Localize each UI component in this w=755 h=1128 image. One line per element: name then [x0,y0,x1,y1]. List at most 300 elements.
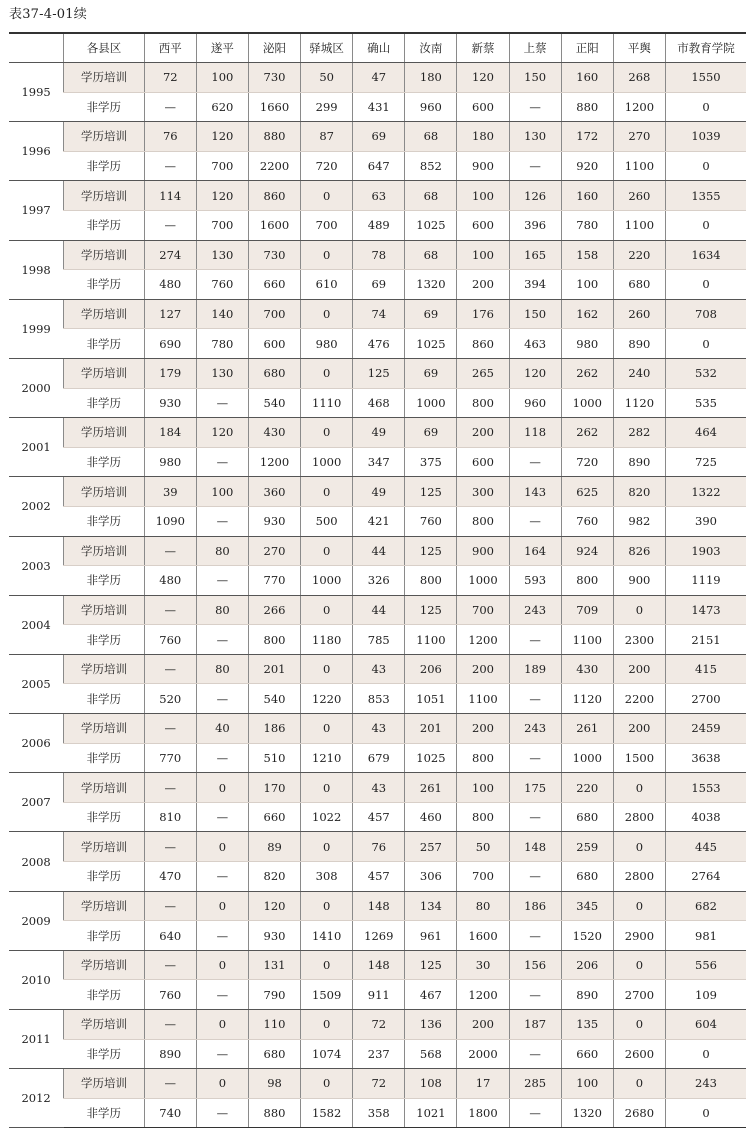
value-cell: 266 [248,595,300,625]
value-cell: 0 [301,832,353,862]
value-cell: 1120 [613,388,665,418]
value-cell: 480 [144,566,196,596]
value-cell: 489 [353,210,405,240]
type-label-cell: 学历培训 [64,477,145,507]
value-cell: 800 [457,743,509,773]
value-cell: 68 [405,240,457,270]
value-cell: 2800 [613,802,665,832]
table-row [9,1039,746,1069]
value-cell: 880 [561,92,613,122]
header-district-column: 各县区 [64,33,145,63]
value-cell: 593 [509,566,561,596]
type-label-cell: 学历培训 [64,122,145,152]
value-cell: 532 [665,358,746,388]
value-cell: 30 [457,950,509,980]
value-cell: 2200 [248,151,300,181]
value-cell: 100 [457,773,509,803]
value-cell: 0 [301,477,353,507]
value-cell: 1180 [301,625,353,655]
type-label-cell: 学历培训 [64,418,145,448]
value-cell: 2700 [665,684,746,714]
value-cell: 120 [248,891,300,921]
table-row [9,358,746,388]
table-row [9,714,746,744]
value-cell: 700 [301,210,353,240]
value-cell: 72 [353,1069,405,1099]
value-cell: 500 [301,506,353,536]
year-cell: 2011 [9,1010,64,1069]
table-row [9,921,746,951]
value-cell: 780 [196,329,248,359]
value-cell: 261 [561,714,613,744]
value-cell: 680 [248,358,300,388]
value-cell: 1120 [561,684,613,714]
value-cell: 265 [457,358,509,388]
value-cell: 0 [613,595,665,625]
header-row [9,33,746,63]
value-cell: — [144,654,196,684]
value-cell: 394 [509,270,561,300]
table-row [9,950,746,980]
table-row [9,122,746,152]
table-row [9,980,746,1010]
value-cell: — [196,802,248,832]
value-cell: 69 [353,270,405,300]
value-cell: 1509 [301,980,353,1010]
value-cell: 708 [665,299,746,329]
value-cell: 285 [509,1069,561,1099]
value-cell: 540 [248,684,300,714]
value-cell: — [196,625,248,655]
value-cell: 1025 [405,743,457,773]
value-cell: 1000 [405,388,457,418]
value-cell: 176 [457,299,509,329]
value-cell: 960 [509,388,561,418]
value-cell: 0 [301,595,353,625]
value-cell: 262 [561,418,613,448]
value-cell: 760 [144,980,196,1010]
value-cell: 243 [509,714,561,744]
value-cell: 50 [301,63,353,93]
value-cell: 80 [196,536,248,566]
header-year-column [9,33,64,63]
value-cell: 118 [509,418,561,448]
value-cell: 800 [248,625,300,655]
value-cell: — [509,743,561,773]
value-cell: 680 [561,862,613,892]
value-cell: 186 [248,714,300,744]
value-cell: 1200 [457,625,509,655]
value-cell: 186 [509,891,561,921]
value-cell: 0 [301,891,353,921]
value-cell: 826 [613,536,665,566]
value-cell: 770 [144,743,196,773]
type-label-cell: 学历培训 [64,1069,145,1099]
value-cell: 890 [561,980,613,1010]
value-cell: 300 [457,477,509,507]
value-cell: 1000 [561,743,613,773]
value-cell: 540 [248,388,300,418]
value-cell: 961 [405,921,457,951]
type-label-cell: 非学历 [64,566,145,596]
year-cell: 1997 [9,181,64,240]
value-cell: 347 [353,447,405,477]
table-row [9,1069,746,1099]
table-row [9,862,746,892]
table-row [9,506,746,536]
table-row [9,447,746,477]
value-cell: 396 [509,210,561,240]
table-row [9,654,746,684]
value-cell: 131 [248,950,300,980]
value-cell: 206 [561,950,613,980]
value-cell: 760 [405,506,457,536]
value-cell: 68 [405,122,457,152]
value-cell: — [509,625,561,655]
value-cell: — [144,92,196,122]
value-cell: 1660 [248,92,300,122]
value-cell: — [144,1010,196,1040]
value-cell: 1025 [405,329,457,359]
value-cell: 69 [405,299,457,329]
table-row [9,1010,746,1040]
value-cell: 1051 [405,684,457,714]
value-cell: 262 [561,358,613,388]
value-cell: 930 [248,506,300,536]
value-cell: 125 [353,358,405,388]
value-cell: 431 [353,92,405,122]
value-cell: 0 [301,1010,353,1040]
value-cell: 345 [561,891,613,921]
value-cell: — [509,447,561,477]
table-row [9,418,746,448]
type-label-cell: 非学历 [64,329,145,359]
type-label-cell: 非学历 [64,980,145,1010]
value-cell: 43 [353,654,405,684]
table-row [9,1098,746,1128]
value-cell: 760 [561,506,613,536]
value-cell: 0 [196,832,248,862]
year-cell: 1998 [9,240,64,299]
table-row [9,181,746,211]
value-cell: — [196,1039,248,1069]
value-cell: 660 [248,802,300,832]
value-cell: 69 [353,122,405,152]
value-cell: 108 [405,1069,457,1099]
value-cell: 810 [144,802,196,832]
value-cell: 1550 [665,63,746,93]
value-cell: 1000 [301,447,353,477]
value-cell: 3638 [665,743,746,773]
value-cell: 900 [613,566,665,596]
value-cell: 100 [457,240,509,270]
value-cell: 134 [405,891,457,921]
value-cell: 43 [353,773,405,803]
value-cell: 610 [301,270,353,300]
type-label-cell: 学历培训 [64,299,145,329]
value-cell: 78 [353,240,405,270]
value-cell: — [144,210,196,240]
value-cell: 860 [457,329,509,359]
value-cell: 358 [353,1098,405,1128]
value-cell: — [144,891,196,921]
table-row [9,92,746,122]
type-label-cell: 非学历 [64,684,145,714]
value-cell: 1039 [665,122,746,152]
value-cell: 200 [457,1010,509,1040]
value-cell: — [509,980,561,1010]
value-cell: 148 [353,950,405,980]
table-row [9,329,746,359]
value-cell: 1000 [301,566,353,596]
value-cell: — [509,684,561,714]
type-label-cell: 非学历 [64,151,145,181]
value-cell: 172 [561,122,613,152]
value-cell: 140 [196,299,248,329]
value-cell: 261 [405,773,457,803]
value-cell: 0 [301,181,353,211]
value-cell: 2459 [665,714,746,744]
header-column: 泌阳 [248,33,300,63]
value-cell: 0 [196,773,248,803]
value-cell: 679 [353,743,405,773]
value-cell: 98 [248,1069,300,1099]
value-cell: 2800 [613,862,665,892]
value-cell: — [196,506,248,536]
value-cell: 760 [196,270,248,300]
value-cell: 0 [301,654,353,684]
value-cell: 920 [561,151,613,181]
value-cell: 143 [509,477,561,507]
value-cell: 930 [144,388,196,418]
value-cell: 17 [457,1069,509,1099]
value-cell: 510 [248,743,300,773]
value-cell: — [196,743,248,773]
value-cell: 535 [665,388,746,418]
value-cell: 160 [561,181,613,211]
year-cell: 1996 [9,122,64,181]
value-cell: 464 [665,418,746,448]
value-cell: 165 [509,240,561,270]
value-cell: 604 [665,1010,746,1040]
value-cell: 860 [248,181,300,211]
value-cell: 730 [248,63,300,93]
value-cell: 0 [301,1069,353,1099]
value-cell: 201 [248,654,300,684]
value-cell: 80 [196,595,248,625]
value-cell: 700 [196,151,248,181]
value-cell: 0 [196,891,248,921]
value-cell: 120 [196,181,248,211]
value-cell: 44 [353,536,405,566]
type-label-cell: 非学历 [64,1098,145,1128]
value-cell: 120 [196,122,248,152]
value-cell: 80 [196,654,248,684]
value-cell: 568 [405,1039,457,1069]
table-row [9,891,746,921]
value-cell: 120 [457,63,509,93]
value-cell: 0 [613,1010,665,1040]
value-cell: 600 [457,92,509,122]
value-cell: 1100 [405,625,457,655]
value-cell: 556 [665,950,746,980]
value-cell: 1100 [457,684,509,714]
header-column: 新蔡 [457,33,509,63]
value-cell: 1200 [457,980,509,1010]
header-column: 汝南 [405,33,457,63]
value-cell: 180 [457,122,509,152]
value-cell: 127 [144,299,196,329]
value-cell: 2700 [613,980,665,1010]
value-cell: 700 [248,299,300,329]
value-cell: 189 [509,654,561,684]
value-cell: 135 [561,1010,613,1040]
value-cell: 179 [144,358,196,388]
table-row [9,802,746,832]
year-cell: 2003 [9,536,64,595]
value-cell: — [196,980,248,1010]
value-cell: 69 [405,358,457,388]
year-cell: 2001 [9,418,64,477]
value-cell: — [144,950,196,980]
year-cell: 2002 [9,477,64,536]
value-cell: 270 [248,536,300,566]
value-cell: 600 [248,329,300,359]
value-cell: 148 [353,891,405,921]
value-cell: 709 [561,595,613,625]
value-cell: 463 [509,329,561,359]
type-label-cell: 非学历 [64,743,145,773]
type-label-cell: 学历培训 [64,240,145,270]
value-cell: 120 [196,418,248,448]
value-cell: 1320 [405,270,457,300]
value-cell: 72 [353,1010,405,1040]
value-cell: 445 [665,832,746,862]
value-cell: 201 [405,714,457,744]
header-column: 西平 [144,33,196,63]
value-cell: 625 [561,477,613,507]
table-row [9,773,746,803]
value-cell: 326 [353,566,405,596]
value-cell: 1520 [561,921,613,951]
value-cell: 660 [248,270,300,300]
value-cell: — [144,151,196,181]
value-cell: 136 [405,1010,457,1040]
value-cell: 620 [196,92,248,122]
value-cell: 270 [613,122,665,152]
value-cell: 390 [665,506,746,536]
value-cell: 187 [509,1010,561,1040]
value-cell: 100 [196,63,248,93]
value-cell: 274 [144,240,196,270]
value-cell: 1100 [613,210,665,240]
value-cell: 76 [144,122,196,152]
value-cell: 476 [353,329,405,359]
value-cell: 360 [248,477,300,507]
value-cell: 282 [613,418,665,448]
value-cell: 468 [353,388,405,418]
statistics-table [9,32,746,1128]
value-cell: 1210 [301,743,353,773]
value-cell: 0 [196,1010,248,1040]
value-cell: — [509,921,561,951]
value-cell: 1000 [457,566,509,596]
value-cell: 200 [457,418,509,448]
value-cell: 800 [561,566,613,596]
year-cell: 2005 [9,654,64,713]
value-cell: 800 [405,566,457,596]
value-cell: 467 [405,980,457,1010]
value-cell: 0 [665,1039,746,1069]
value-cell: 243 [665,1069,746,1099]
value-cell: 200 [613,654,665,684]
header-column: 遂平 [196,33,248,63]
value-cell: 240 [613,358,665,388]
value-cell: 0 [301,240,353,270]
table-row [9,684,746,714]
value-cell: 1553 [665,773,746,803]
type-label-cell: 学历培训 [64,595,145,625]
value-cell: 0 [301,536,353,566]
value-cell: 130 [509,122,561,152]
value-cell: 150 [509,299,561,329]
value-cell: — [509,802,561,832]
value-cell: 2764 [665,862,746,892]
value-cell: 125 [405,595,457,625]
value-cell: 49 [353,418,405,448]
value-cell: 640 [144,921,196,951]
year-cell: 2009 [9,891,64,950]
year-cell: 2008 [9,832,64,891]
value-cell: — [196,566,248,596]
year-cell: 2004 [9,595,64,654]
year-cell: 2010 [9,950,64,1009]
value-cell: 0 [613,891,665,921]
header-column: 确山 [353,33,405,63]
value-cell: 760 [144,625,196,655]
value-cell: 2680 [613,1098,665,1128]
value-cell: 72 [144,63,196,93]
value-cell: — [196,921,248,951]
value-cell: 200 [457,714,509,744]
type-label-cell: 非学历 [64,921,145,951]
value-cell: 1100 [561,625,613,655]
value-cell: 700 [457,595,509,625]
year-cell: 1995 [9,63,64,122]
value-cell: 980 [561,329,613,359]
value-cell: 257 [405,832,457,862]
type-label-cell: 非学历 [64,92,145,122]
value-cell: 800 [457,388,509,418]
value-cell: 80 [457,891,509,921]
value-cell: 0 [301,773,353,803]
value-cell: 2200 [613,684,665,714]
value-cell: 158 [561,240,613,270]
value-cell: 900 [457,151,509,181]
table-caption: 表37-4-01续 [9,7,87,22]
value-cell: 700 [196,210,248,240]
header-column: 市教育学院 [665,33,746,63]
value-cell: — [196,684,248,714]
value-cell: 982 [613,506,665,536]
value-cell: 243 [509,595,561,625]
value-cell: 237 [353,1039,405,1069]
value-cell: 220 [561,773,613,803]
type-label-cell: 学历培训 [64,536,145,566]
type-label-cell: 非学历 [64,802,145,832]
value-cell: — [196,862,248,892]
value-cell: — [144,773,196,803]
